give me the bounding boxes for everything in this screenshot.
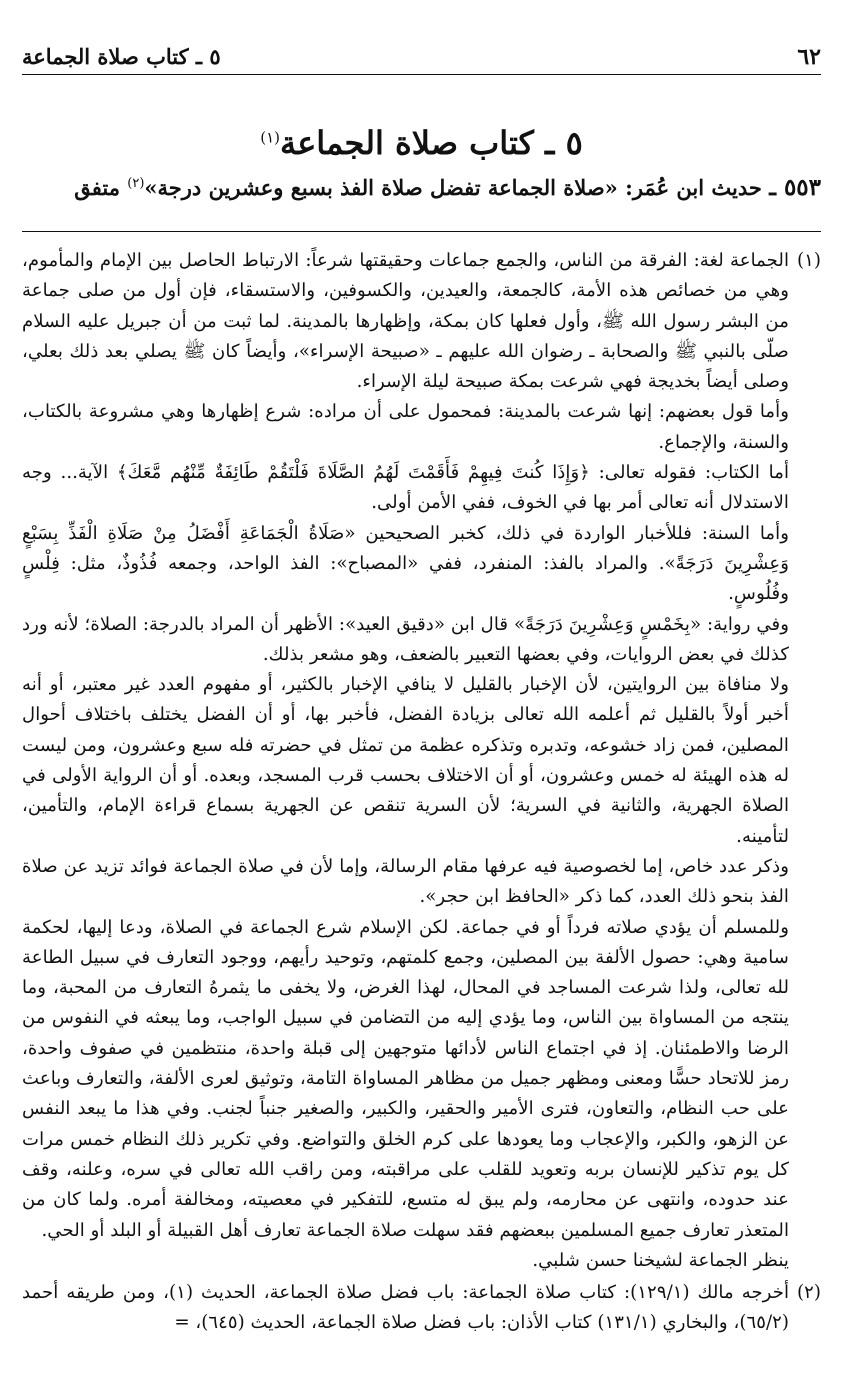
footnote-1-para-4: وأما السنة: فللأخبار الواردة في ذلك، كخبر الصحيحين «صَلَاةُ الْجَمَاعَةِ أَفْضَلُ مِنْ صَلَاةِ الْفَذِّ بِسَبْعٍ وَعِشْرِينَ دَرَجَةً». والمراد بالفذ: المنفرد، ففي «المصباح»: الفذ الواحد، وجمعه فُذُوذٌ، مثل: فِلْسٍ وفُلُوسٍ. [22, 522, 789, 605]
footnote-1-para-1: الجماعة لغة: الفرقة من الناس، والجمع جماعات وحقيقتها شرعاً: الارتباط الحاصل بين الإمام والمأموم، وهي من خصائص هذه الأمة، كالجمعة، والعيدين، والكسوفين، والاستسقاء، فإن أول من صلى جماعة من البشر رسول الله ﷺ، وأول فعلها كان بمكة، وإظهارها بالمدينة. لما ثبت من أن جبريل عليه السلام صلّى بالنبي ﷺ والصحابة ـ رضوان الله عليهم ـ «صبيحة الإسراء»، وأيضاً كان ﷺ يصلي بعد ذلك بعلي، وصلى أيضاً بخديجة فهي شرعت بمكة صبيحة ليلة الإسراء. [22, 250, 789, 393]
hadith-tail: متفق [74, 175, 120, 200]
footnote-1-mark: (١) [797, 250, 821, 271]
page-number: ٦٢ [797, 44, 821, 70]
running-header-book-title: ٥ ـ كتاب صلاة الجماعة [22, 44, 221, 69]
footnote-1 [22, 246, 821, 1276]
chapter-title-text: ٥ ـ كتاب صلاة الجماعة [280, 124, 583, 162]
footnote-2-para-1: أخرجه مالك (١٢٩/١): كتاب صلاة الجماعة: باب فضل صلاة الجماعة، الحديث (١)، ومن طريقه أحمد (٦٥/٢)، والبخاري (١٣١/١) كتاب الأذان: باب فضل صلاة الجماعة، الحديث (٦٤٥)، = [22, 1282, 790, 1334]
footnote-separator [22, 231, 821, 232]
chapter-footnote-ref: (١) [260, 128, 281, 147]
hadith-text: حديث ابن عُمَر: «صلاة الجماعة تفضل صلاة الفذ بسبع وعشرين درجة» [144, 175, 762, 200]
hadith-footnote-ref: (٢) [127, 176, 145, 191]
footnote-1-para-6: ولا منافاة بين الروايتين، لأن الإخبار بالقليل لا ينافي الإخبار بالكثير، أو مفهوم العدد غير معتبر، أو أنه أخبر أولاً بالقليل ثم أعلمه الله تعالى بزيادة الفضل، فأخبر بها، أو أن الفضل يختلف باختلاف أحوال المصلين، فمن زاد خشوعه، وتدبره وتذكره عظمة من تمثل في حضرته فله سبع وعشرون، ومن ليست له هذه الهيئة له خمس وعشرون، أو أن الاختلاف بحسب قرب المسجد، وبعده. أو أن الرواية الأولى في الصلاة الجهرية، والثانية في السرية؛ لأن السرية تنقص عن الجهرية بسماع قراءة الإمام، والتأمين، لتأمينه. [22, 674, 789, 847]
footnote-1-para-2: وأما قول بعضهم: إنها شرعت بالمدينة: فمحمول على أن مراده: شرع إظهارها وهي مشروعة بالكتاب، والسنة، والإجماع. [22, 401, 789, 453]
running-header [22, 40, 821, 75]
hadith-number: ٥٥٣ ـ [769, 174, 821, 201]
chapter-title [0, 124, 843, 162]
footnotes [22, 246, 821, 1339]
footnote-2-mark: (٢) [797, 1282, 821, 1304]
hadith-line [22, 174, 821, 201]
footnote-2 [22, 1278, 821, 1339]
footnote-1-para-7: وذكر عدد خاص، إما لخصوصية فيه عرفها مقام الرسالة، وإما لأن في صلاة الجماعة فوائد تزيد عن صلاة الفذ بنحو ذلك العدد، كما ذكر «الحافظ ابن حجر». [22, 855, 789, 908]
footnote-1-para-8: وللمسلم أن يؤدي صلاته فرداً أو في جماعة. لكن الإسلام شرع الجماعة في الصلاة، ودعا إليها، لحكمة سامية وهي: حصول الألفة بين المصلين، وجمع كلمتهم، وتوحيد رأيهم، ووجود التعارف في سبيل الطاعة لله تعالى، ولذا شرعت المساجد في المحال، لهذا الغرض، ولا يخفى ما يثمرهُ التعارف من المحبة، وما ينتجه من المساواة بين الناس، وما يؤدي إليه من التضامن في سبيل الواجب، وما يبعثه في النفوس من الرضا والاطمئنان. إذ في اجتماع الناس لأدائها متوجهين إلى قبلة واحدة، منتظمين في صفوف واحدة، رمز للاتحاد حسًّا ومعنى ومظهر جميل من مظاهر المساواة التامة، وتوثيق لعرى الألفة، والتعارف وباعث على حب النظام، والتعاون، فترى الأمير والحقير، والكبير، والصغير جنباً لجنب. وفي هذا ما يبعد النفس عن الزهو، والكبر، والإعجاب وما يعودها على كرم الخلق والتواضع. وفي تكرير ذلك النظام خمس مرات كل يوم تذكير للإنسان بربه وتعويد للقلب على مراقبته، ومن راقب الله تعالى في سره، وعلنه، وقف عند حدوده، وانتهى عن محارمه، ولم يبق له متسع، للتفكير في معصيته، ومخالفة أمره. ولما كان من المتعذر تعارف جميع المسلمين ببعضهم فقد سهلت صلاة الجماعة تعارف أهل القبيلة أو البلد أو الحي. [22, 916, 789, 1241]
footnote-1-para-9: ينظر الجماعة لشيخنا حسن شلبي. [532, 1249, 789, 1271]
footnote-1-para-5: وفي رواية: «بِخَمْسٍ وَعِشْرِينَ دَرَجَةً» قال ابن «دقيق العيد»: الأظهر أن المراد بالدرجة: الصلاة؛ لأنه ورد كذلك في بعض الروايات، وفي بعضها التعبير بالضعف، وهو مشعر بذلك. [22, 613, 789, 665]
footnote-1-para-3: أما الكتاب: فقوله تعالى: ﴿وَإِذَا كُنتَ فِيهِمْ فَأَقَمْتَ لَهُمُ الصَّلَاةَ فَلْتَقُمْ طَائِفَةٌ مِّنْهُم مَّعَكَ﴾ الآية... وجه الاستدلال أنه تعالى أمر بها في الخوف، ففي الأمن أولى. [22, 462, 789, 514]
